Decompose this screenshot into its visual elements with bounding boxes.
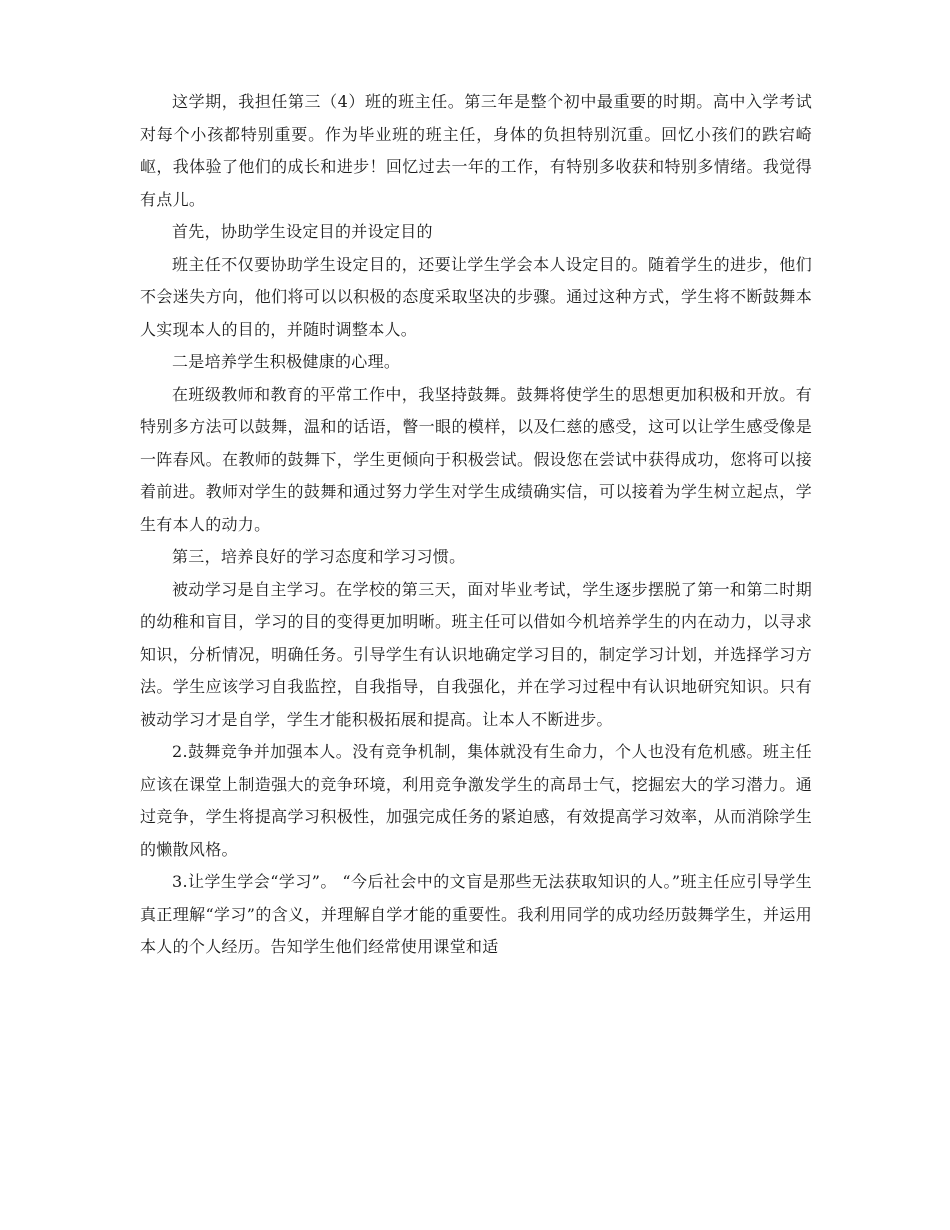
paragraph-competition: 2.鼓舞竞争并加强本人。没有竞争机制，集体就没有生命力，个人也没有危机感。班主任应该在课堂上制造强大的竞争环境，利用竞争激发学生的高昂士气，挖掘宏大的学习潜力。通过竞争，学生将提高学习积极性，加强完成任务的紧迫感，有效提高学习效率，从而消除学生的懒散风格。 <box>140 742 812 859</box>
paragraph-learn-to-learn: 3.让学生学会“学习”。 “今后社会中的文盲是那些无法获取知识的人。”班主任应引导学生真正理解“学习”的含义，并理解自学才能的重要性。我利用同学的成功经历鼓舞学生，并运用本人的个人经历。告知学生他们经常使用课堂和适 <box>140 872 812 956</box>
paragraph-intro: 这学期，我担任第三（4）班的班主任。第三年是整个初中最重要的时期。高中入学考试对每个小孩都特别重要。作为毕业班的班主任，身体的负担特别沉重。回忆小孩们的跌宕崎岖，我体验了他们的成长和进步！回忆过去一年的工作，有特别多收获和特别多情绪。我觉得有点儿。 <box>140 92 812 209</box>
paragraph-self-study: 被动学习是自主学习。在学校的第三天，面对毕业考试，学生逐步摆脱了第一和第二时期的幼稚和盲目，学习的目的变得更加明晰。班主任可以借如今机培养学生的内在动力，以寻求知识，分析情况，明确任务。引导学生有认识地确定学习目的，制定学习计划，并选择学习方法。学生应该学习自我监控，自我指导，自我强化，并在学习过程中有认识地研究知识。只有被动学习才是自学，学生才能积极拓展和提高。让本人不断进步。 <box>140 579 812 729</box>
paragraph-heading-third: 第三，培养良好的学习态度和学习习惯。 <box>172 547 466 566</box>
paragraph-goal-setting: 班主任不仅要协助学生设定目的，还要让学生学会本人设定目的。随着学生的进步，他们不会迷失方向，他们将可以以积极的态度采取坚决的步骤。通过这种方式，学生将不断鼓舞本人实现本人的目的，并随时调整本人。 <box>140 254 812 339</box>
document-page <box>140 86 812 964</box>
paragraph-heading-first: 首先，协助学生设定目的并设定目的 <box>172 222 433 241</box>
paragraph-encouragement: 在班级教师和教育的平常工作中，我坚持鼓舞。鼓舞将使学生的思想更加积极和开放。有特别多方法可以鼓舞，温和的话语，瞥一眼的模样，以及仁慈的感受，这可以让学生感受像是一阵春风。在教师的鼓舞下，学生更倾向于积极尝试。假设您在尝试中获得成功，您将可以接着前进。教师对学生的鼓舞和通过努力学生对学生成绩确实信，可以接着为学生树立起点，学生有本人的动力。 <box>140 384 812 534</box>
paragraph-heading-second: 二是培养学生积极健康的心理。 <box>172 352 401 371</box>
